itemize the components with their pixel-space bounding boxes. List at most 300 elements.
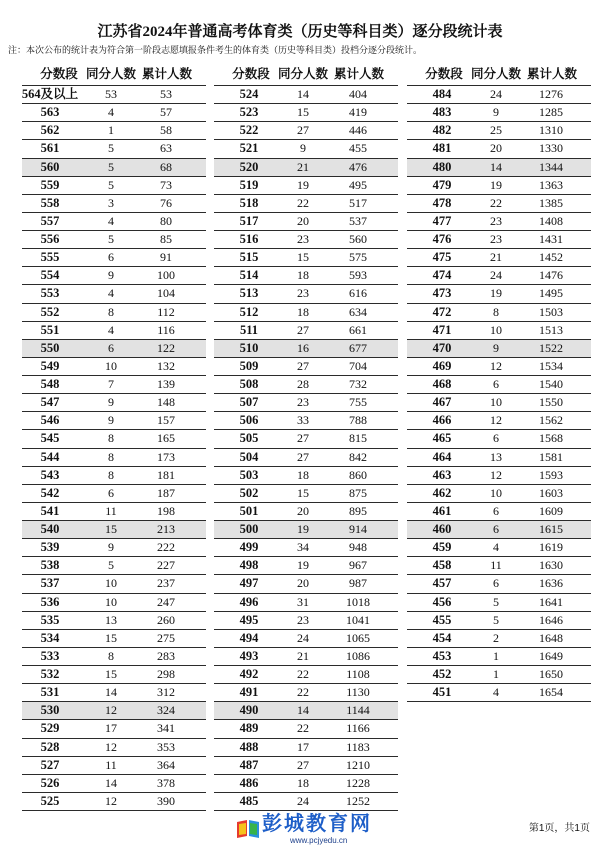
- score-cell: 458: [432, 558, 452, 573]
- same-score-count-cell: 24: [297, 630, 309, 645]
- score-cell: 454: [432, 630, 452, 645]
- score-cell: 504: [239, 449, 259, 464]
- score-cell: 529: [40, 721, 60, 736]
- table-row: [214, 304, 398, 322]
- table-row: [407, 86, 591, 104]
- table-row: [214, 503, 398, 521]
- cumulative-count-cell: 1385: [539, 195, 563, 210]
- score-cell: 468: [432, 377, 452, 391]
- same-score-count-cell: 23: [297, 612, 309, 627]
- table-row: [22, 394, 206, 412]
- cumulative-count-cell: 63: [160, 141, 172, 156]
- score-cell: 493: [239, 648, 259, 663]
- table-row: [407, 304, 591, 322]
- score-cell: 498: [239, 558, 259, 573]
- same-score-count-cell: 18: [297, 775, 309, 790]
- table-row: [214, 195, 398, 213]
- table-row: [22, 648, 206, 666]
- same-score-count-cell: 7: [108, 377, 114, 391]
- same-score-count-cell: 14: [297, 87, 309, 101]
- cumulative-count-cell: 324: [157, 703, 175, 718]
- table-row: [214, 557, 398, 575]
- same-score-count-cell: 10: [105, 594, 117, 609]
- score-cell: 455: [432, 612, 452, 627]
- score-cell: 491: [239, 685, 259, 700]
- score-cell: 535: [40, 612, 60, 627]
- score-cell: 543: [40, 467, 60, 482]
- score-cell: 497: [239, 576, 259, 591]
- score-cell: 554: [40, 268, 60, 283]
- cumulative-count-cell: 1144: [346, 703, 370, 718]
- cumulative-count-cell: 1615: [539, 522, 563, 536]
- logo-url: www.pcjyedu.cn: [290, 836, 348, 845]
- same-score-count-cell: 22: [297, 195, 309, 210]
- logo-text: 彭城教育网: [262, 813, 372, 835]
- same-score-count-cell: 4: [108, 322, 114, 337]
- cumulative-count-cell: 1654: [539, 685, 563, 700]
- score-cell: 506: [239, 413, 259, 428]
- cumulative-count-cell: 1183: [346, 739, 370, 754]
- score-cell: 552: [40, 304, 60, 319]
- cumulative-count-cell: 353: [157, 739, 175, 754]
- same-score-count-cell: 11: [490, 558, 502, 573]
- score-cell: 550: [40, 340, 60, 355]
- same-score-count-cell: 12: [490, 467, 502, 482]
- table-row: [22, 285, 206, 303]
- score-cell: 463: [432, 467, 452, 482]
- cumulative-count-cell: 1210: [346, 757, 370, 772]
- table-row: [214, 267, 398, 285]
- cumulative-count-cell: 237: [157, 576, 175, 591]
- cumulative-count-cell: 283: [157, 648, 175, 663]
- same-score-count-cell: 1: [108, 123, 114, 138]
- score-cell: 470: [432, 340, 452, 355]
- cumulative-count-cell: 1065: [346, 630, 370, 645]
- same-score-count-cell: 19: [490, 286, 502, 301]
- score-cell: 557: [40, 213, 60, 228]
- score-cell: 514: [239, 268, 259, 283]
- table-row: [407, 267, 591, 285]
- score-cell: 516: [239, 232, 259, 246]
- score-cell: 531: [40, 685, 60, 700]
- page-number: 第1页，共1页: [528, 823, 590, 834]
- table-row: [22, 503, 206, 521]
- table-header: [407, 64, 591, 85]
- cumulative-count-cell: 1603: [539, 485, 563, 500]
- table-row: [214, 122, 398, 140]
- same-score-count-cell: 12: [105, 793, 117, 808]
- table-row: [214, 249, 398, 267]
- cumulative-count-cell: 455: [349, 141, 367, 156]
- same-score-count-cell: 8: [108, 431, 114, 446]
- score-cell: 453: [432, 648, 452, 663]
- cumulative-count-cell: 1166: [346, 721, 370, 736]
- table-row: [22, 702, 206, 720]
- table-row: [214, 739, 398, 757]
- cumulative-count-cell: 173: [157, 449, 175, 464]
- cumulative-count-cell: 1452: [539, 250, 563, 265]
- table-row: [214, 467, 398, 485]
- cumulative-count-cell: 860: [349, 467, 367, 482]
- table-row: [214, 485, 398, 503]
- same-score-count-cell: 14: [105, 685, 117, 700]
- cumulative-count-cell: 1276: [539, 87, 563, 101]
- score-cell: 536: [40, 594, 60, 609]
- table-row: [407, 539, 591, 557]
- table-body: [214, 85, 398, 811]
- cumulative-count-cell: 181: [157, 467, 175, 482]
- cumulative-count-cell: 987: [349, 576, 367, 591]
- table-row: [407, 285, 591, 303]
- score-cell: 522: [239, 123, 259, 138]
- book-icon: [236, 816, 260, 840]
- cumulative-count-cell: 122: [157, 340, 175, 355]
- score-cell: 512: [239, 304, 259, 319]
- page-title: 江苏省2024年普通高考体育类（历史等科目类）逐分段统计表: [97, 24, 503, 40]
- table-row: [214, 539, 398, 557]
- same-score-count-cell: 12: [490, 358, 502, 373]
- score-cell: 451: [432, 685, 452, 700]
- same-score-count-cell: 10: [105, 358, 117, 373]
- cumulative-count-cell: 68: [160, 159, 172, 174]
- table-row: [407, 249, 591, 267]
- cumulative-count-cell: 298: [157, 667, 175, 681]
- cumulative-count-cell: 187: [157, 485, 175, 500]
- table-row: [214, 213, 398, 231]
- cumulative-count-cell: 1503: [539, 304, 563, 319]
- table-row: [214, 575, 398, 593]
- cumulative-count-cell: 1363: [539, 177, 563, 192]
- same-score-count-cell: 5: [493, 594, 499, 609]
- site-logo: [236, 813, 386, 847]
- table-row: [214, 412, 398, 430]
- cumulative-count-cell: 914: [349, 522, 367, 536]
- footnote: 注：本次公布的统计表为符合第一阶段志愿填报条件考生的体育类（历史等科目类）投档分逐分段统计。: [8, 45, 423, 55]
- table-row: [22, 104, 206, 122]
- score-cell: 510: [239, 340, 259, 355]
- table-row: [22, 739, 206, 757]
- same-score-count-cell: 14: [297, 703, 309, 718]
- score-cell: 530: [40, 703, 60, 718]
- score-table-2: [214, 64, 398, 811]
- table-row: [407, 394, 591, 412]
- score-cell: 462: [432, 485, 452, 500]
- table-row: [214, 340, 398, 358]
- table-row: [214, 702, 398, 720]
- score-cell: 466: [432, 413, 452, 428]
- score-cell: 475: [432, 250, 452, 265]
- table-row: [22, 757, 206, 775]
- score-cell: 487: [239, 757, 259, 772]
- same-score-count-cell: 20: [297, 213, 309, 228]
- same-score-count-cell: 8: [108, 449, 114, 464]
- same-score-count-cell: 27: [297, 123, 309, 138]
- same-score-count-cell: 6: [108, 485, 114, 500]
- cumulative-count-cell: 560: [349, 232, 367, 246]
- cumulative-count-cell: 227: [157, 558, 175, 573]
- score-cell: 558: [40, 195, 60, 210]
- score-cell: 559: [40, 177, 60, 192]
- same-score-count-cell: 14: [490, 159, 502, 174]
- same-score-count-cell: 34: [297, 540, 309, 555]
- same-score-count-cell: 19: [490, 177, 502, 192]
- cumulative-count-cell: 85: [160, 232, 172, 246]
- table-row: [22, 485, 206, 503]
- score-cell: 483: [432, 105, 452, 120]
- table-row: [407, 521, 591, 539]
- cumulative-count-cell: 139: [157, 377, 175, 391]
- score-cell: 452: [432, 667, 452, 681]
- same-score-count-cell: 1: [493, 667, 499, 681]
- table-row: [22, 612, 206, 630]
- cumulative-count-cell: 148: [157, 395, 175, 410]
- same-score-count-cell: 14: [105, 775, 117, 790]
- same-score-count-cell: 12: [105, 703, 117, 718]
- same-score-count-cell: 11: [105, 503, 117, 518]
- score-cell: 472: [432, 304, 452, 319]
- table-row: [407, 430, 591, 448]
- score-cell: 474: [432, 268, 452, 283]
- score-cell: 477: [432, 213, 452, 228]
- table-row: [214, 449, 398, 467]
- score-cell: 509: [239, 358, 259, 373]
- score-cell: 505: [239, 431, 259, 446]
- table-row: [22, 594, 206, 612]
- cumulative-count-cell: 895: [349, 503, 367, 518]
- cumulative-count-cell: 364: [157, 757, 175, 772]
- same-score-count-cell: 15: [105, 630, 117, 645]
- cumulative-count-cell: 1330: [539, 141, 563, 156]
- same-score-count-cell: 11: [105, 757, 117, 772]
- cumulative-count-cell: 1018: [346, 594, 370, 609]
- cumulative-count-cell: 53: [160, 87, 172, 101]
- same-score-count-cell: 5: [108, 232, 114, 246]
- cumulative-count-cell: 112: [157, 304, 175, 319]
- cumulative-count-cell: 91: [160, 250, 172, 265]
- same-score-count-cell: 20: [297, 503, 309, 518]
- cumulative-count-cell: 495: [349, 177, 367, 192]
- cumulative-count-cell: 1108: [346, 667, 370, 681]
- score-cell: 561: [40, 141, 60, 156]
- cumulative-count-cell: 378: [157, 775, 175, 790]
- score-table-1: [22, 64, 206, 811]
- score-cell: 479: [432, 177, 452, 192]
- cumulative-count-cell: 1630: [539, 558, 563, 573]
- same-score-count-cell: 6: [108, 340, 114, 355]
- header-cumulative-count: 累计人数: [141, 67, 193, 81]
- cumulative-count-cell: 1130: [346, 685, 370, 700]
- cumulative-count-cell: 1581: [539, 449, 563, 464]
- score-cell: 544: [40, 449, 60, 464]
- same-score-count-cell: 24: [297, 793, 309, 808]
- score-cell: 481: [432, 141, 452, 156]
- table-row: [407, 412, 591, 430]
- header-cumulative-count: 累计人数: [333, 67, 385, 81]
- score-cell: 548: [40, 377, 60, 391]
- score-cell: 541: [40, 503, 60, 518]
- same-score-count-cell: 22: [490, 195, 502, 210]
- table-row: [22, 322, 206, 340]
- same-score-count-cell: 6: [493, 377, 499, 391]
- cumulative-count-cell: 575: [349, 250, 367, 265]
- cumulative-count-cell: 1431: [539, 232, 563, 246]
- same-score-count-cell: 8: [108, 304, 114, 319]
- cumulative-count-cell: 1540: [539, 377, 563, 391]
- score-cell: 456: [432, 594, 452, 609]
- table-row: [407, 340, 591, 358]
- cumulative-count-cell: 1252: [346, 793, 370, 808]
- score-cell: 546: [40, 413, 60, 428]
- table-row: [407, 231, 591, 249]
- score-cell: 471: [432, 322, 452, 337]
- table-row: [407, 594, 591, 612]
- score-cell: 517: [239, 213, 259, 228]
- table-row: [407, 140, 591, 158]
- same-score-count-cell: 5: [108, 159, 114, 174]
- same-score-count-cell: 8: [493, 304, 499, 319]
- score-cell: 521: [239, 141, 259, 156]
- score-cell: 459: [432, 540, 452, 555]
- same-score-count-cell: 9: [108, 268, 114, 283]
- table-row: [214, 430, 398, 448]
- same-score-count-cell: 27: [297, 431, 309, 446]
- same-score-count-cell: 6: [493, 503, 499, 518]
- score-cell: 501: [239, 503, 259, 518]
- score-cell: 513: [239, 286, 259, 301]
- score-cell: 556: [40, 232, 60, 246]
- same-score-count-cell: 15: [105, 667, 117, 681]
- table-row: [407, 575, 591, 593]
- cumulative-count-cell: 634: [349, 304, 367, 319]
- table-row: [407, 467, 591, 485]
- score-cell: 549: [40, 358, 60, 373]
- table-row: [22, 140, 206, 158]
- table-row: [22, 86, 206, 104]
- same-score-count-cell: 27: [297, 358, 309, 373]
- cumulative-count-cell: 198: [157, 503, 175, 518]
- cumulative-count-cell: 732: [349, 377, 367, 391]
- score-cell: 533: [40, 648, 60, 663]
- same-score-count-cell: 6: [108, 250, 114, 265]
- table-row: [22, 575, 206, 593]
- table-row: [22, 304, 206, 322]
- same-score-count-cell: 9: [300, 141, 306, 156]
- table-row: [22, 467, 206, 485]
- cumulative-count-cell: 537: [349, 213, 367, 228]
- same-score-count-cell: 27: [297, 449, 309, 464]
- cumulative-count-cell: 1609: [539, 503, 563, 518]
- header-same-score-count: 同分人数: [85, 67, 137, 81]
- table-row: [214, 177, 398, 195]
- table-row: [407, 485, 591, 503]
- table-header: [214, 64, 398, 85]
- table-row: [214, 231, 398, 249]
- header-same-score-count: 同分人数: [277, 67, 329, 81]
- score-cell: 476: [432, 232, 452, 246]
- score-cell: 562: [40, 123, 60, 138]
- header-score: 分数段: [232, 67, 270, 81]
- same-score-count-cell: 18: [297, 467, 309, 482]
- same-score-count-cell: 20: [297, 576, 309, 591]
- table-row: [214, 720, 398, 738]
- same-score-count-cell: 6: [493, 431, 499, 446]
- cumulative-count-cell: 1562: [539, 413, 563, 428]
- cumulative-count-cell: 1650: [539, 667, 563, 681]
- score-cell: 563: [40, 105, 60, 120]
- cumulative-count-cell: 1041: [346, 612, 370, 627]
- score-cell: 528: [40, 739, 60, 754]
- cumulative-count-cell: 815: [349, 431, 367, 446]
- same-score-count-cell: 10: [490, 395, 502, 410]
- cumulative-count-cell: 704: [349, 358, 367, 373]
- cumulative-count-cell: 76: [160, 195, 172, 210]
- score-cell: 482: [432, 123, 452, 138]
- table-row: [22, 213, 206, 231]
- score-cell: 502: [239, 485, 259, 500]
- table-row: [214, 358, 398, 376]
- same-score-count-cell: 10: [490, 322, 502, 337]
- cumulative-count-cell: 132: [157, 358, 175, 373]
- cumulative-count-cell: 948: [349, 540, 367, 555]
- cumulative-count-cell: 1495: [539, 286, 563, 301]
- same-score-count-cell: 15: [297, 250, 309, 265]
- table-header: [22, 64, 206, 85]
- cumulative-count-cell: 1476: [539, 268, 563, 283]
- score-cell: 480: [432, 159, 452, 174]
- same-score-count-cell: 23: [297, 286, 309, 301]
- cumulative-count-cell: 1522: [539, 340, 563, 355]
- same-score-count-cell: 20: [490, 141, 502, 156]
- table-row: [22, 449, 206, 467]
- table-row: [407, 177, 591, 195]
- same-score-count-cell: 24: [490, 87, 502, 101]
- cumulative-count-cell: 842: [349, 449, 367, 464]
- score-cell: 469: [432, 358, 452, 373]
- same-score-count-cell: 10: [490, 485, 502, 500]
- table-row: [214, 394, 398, 412]
- table-row: [22, 630, 206, 648]
- same-score-count-cell: 4: [108, 286, 114, 301]
- cumulative-count-cell: 1534: [539, 358, 563, 373]
- table-row: [407, 666, 591, 684]
- same-score-count-cell: 15: [297, 485, 309, 500]
- same-score-count-cell: 22: [297, 721, 309, 736]
- cumulative-count-cell: 260: [157, 612, 175, 627]
- table-row: [22, 666, 206, 684]
- table-row: [22, 267, 206, 285]
- score-cell: 489: [239, 721, 259, 736]
- table-row: [407, 557, 591, 575]
- score-cell: 478: [432, 195, 452, 210]
- cumulative-count-cell: 1513: [539, 322, 563, 337]
- table-row: [407, 104, 591, 122]
- cumulative-count-cell: 57: [160, 105, 172, 120]
- cumulative-count-cell: 1408: [539, 213, 563, 228]
- score-cell: 518: [239, 195, 259, 210]
- cumulative-count-cell: 476: [349, 159, 367, 174]
- table-row: [214, 104, 398, 122]
- same-score-count-cell: 2: [493, 630, 499, 645]
- score-cell: 537: [40, 576, 60, 591]
- same-score-count-cell: 24: [490, 268, 502, 283]
- score-cell: 547: [40, 395, 60, 410]
- score-cell: 499: [239, 540, 259, 555]
- cumulative-count-cell: 1285: [539, 105, 563, 120]
- score-cell: 542: [40, 485, 60, 500]
- table-row: [22, 557, 206, 575]
- cumulative-count-cell: 341: [157, 721, 175, 736]
- table-row: [22, 195, 206, 213]
